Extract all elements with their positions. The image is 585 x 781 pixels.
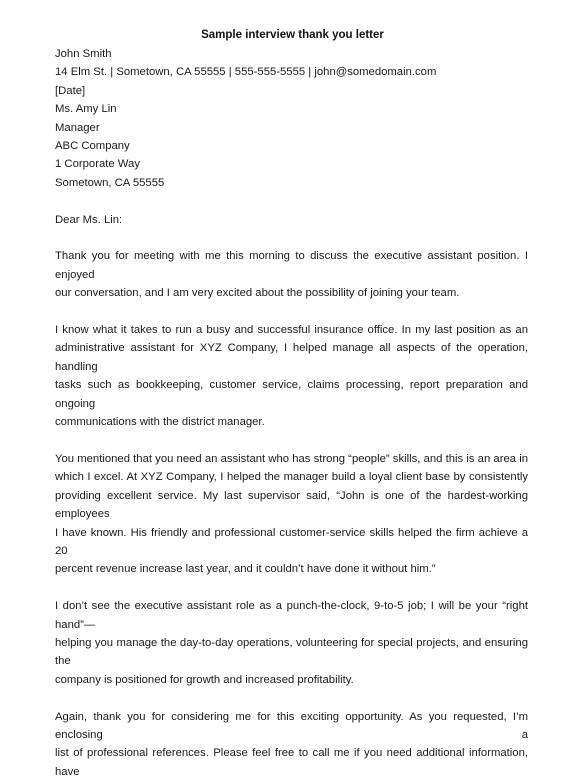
recipient-city: Sometown, CA 55555	[55, 176, 165, 189]
paragraph-line: I have known. His friendly and professional customer-service skills helped the firm achieve a 20	[55, 526, 528, 557]
paragraph-line: Again, thank you for considering me for this exciting opportunity. As you requested, I’m enclosing a	[55, 710, 528, 741]
paragraph-line: helping you manage the day-to-day operations, volunteering for special projects, and ensuring the	[55, 636, 528, 668]
paragraph-line: administrative assistant for XYZ Company, I helped manage all aspects of the operation, handling	[55, 342, 528, 373]
paragraph-people-skills	[55, 450, 528, 579]
paragraph-experience	[55, 321, 528, 431]
sender-name: John Smith	[55, 48, 112, 60]
paragraph-line: You mentioned that you need an assistant who has strong “people” skills, and this is an area in	[55, 452, 528, 465]
paragraph-line: providing excellent service. My last supervisor said, “John is one of the hardest-working employees	[55, 489, 528, 521]
paragraph-intro	[55, 247, 528, 302]
letter-date: [Date]	[55, 84, 86, 97]
salutation: Dear Ms. Lin:	[55, 213, 123, 226]
recipient-street: 1 Corporate Way	[55, 158, 140, 171]
paragraph-line: I know what it takes to run a busy and successful insurance office. In my last position as an	[55, 324, 528, 337]
document-title: Sample interview thank you letter	[201, 29, 384, 41]
recipient-title: Manager	[55, 121, 100, 134]
paragraph-line: Thank you for meeting with me this morning to discuss the executive assistant position. I enjoyed	[55, 250, 528, 281]
paragraph-line: percent revenue increase last year, and it couldn’t have done it without him.”	[55, 563, 436, 576]
recipient-company: ABC Company	[55, 140, 130, 153]
sender-address: 14 Elm St. | Sometown, CA 55555 | 555-555-5555 | john@somedomain.com	[55, 66, 437, 79]
paragraph-line: which I excel. At XYZ Company, I helped the manager build a loyal client base by consistently	[55, 471, 528, 484]
paragraph-line: communications with the district manager.	[55, 416, 265, 429]
paragraph-role	[55, 597, 528, 689]
recipient-name: Ms. Amy Lin	[55, 103, 117, 116]
paragraph-line: company is positioned for growth and increased profitability.	[55, 673, 354, 686]
paragraph-line: our conversation, and I am very excited about the possibility of joining your team.	[55, 287, 460, 300]
paragraph-line: I don’t see the executive assistant role as a punch-the-clock, 9-to-5 job; I will be your “right hand”—	[55, 600, 528, 631]
paragraph-line: list of professional references. Please feel free to call me if you need additional information, have	[55, 747, 528, 778]
paragraph-line: tasks such as bookkeeping, customer service, claims processing, report preparation and ongoing	[55, 379, 528, 410]
letter-body	[55, 45, 528, 781]
paragraph-closing	[55, 708, 528, 781]
